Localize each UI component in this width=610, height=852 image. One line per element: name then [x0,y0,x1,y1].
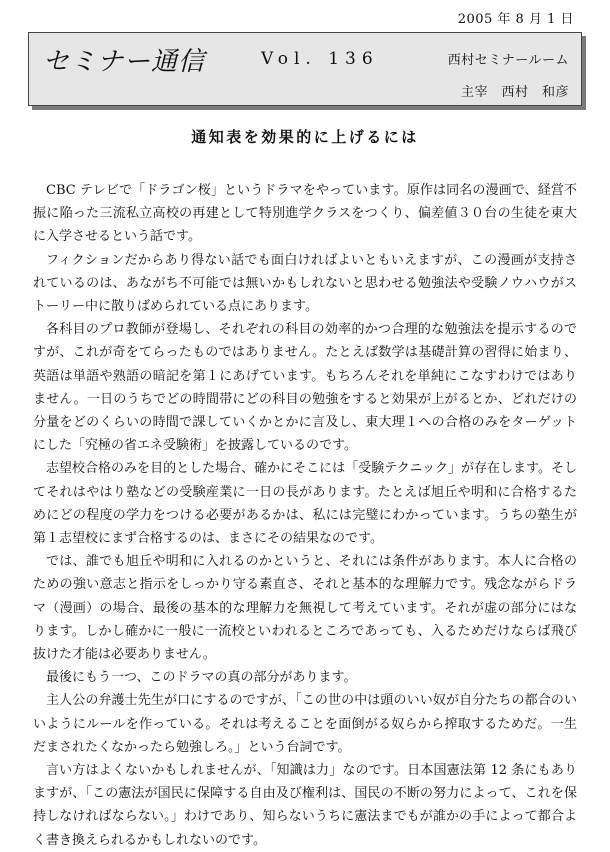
newsletter-title: セミナー通信 [43,47,206,77]
paragraph: 各科目のプロ教師が登場し、それぞれの科目の効率的かつ合理的な勉強法を提示するのですが、これが奇をてらったものではありません。たとえば数学は基礎計算の習得に始まり、英語は単語や熟語の暗記を第１にあげています。もちろんそれを単純にこなすわけではありません。一日のうちでどの時間帯にどの科目の勉強をすると効果が上がるとか、どれだけの分量をどのくらいの時間で課していくかとかに言及し、東大理１への合格のみをターゲットにした「究極の省エネ受験術」を披露しているのです。 [33,322,577,454]
article-title: 通知表を効果的に上げるには [191,128,419,146]
paragraph: CBC テレビで「ドラゴン桜」というドラマをやっています。原作は同名の漫画で、経営不振に陥った三流私立高校の再建として特別進学クラスをつくり、偏差値３０台の生徒を東大に入学させるという話です。 [33,183,577,245]
newsletter-header [28,32,582,106]
paragraph: 言い方はよくないかもしれませんが、「知識は力」なのです。日本国憲法第 12 条にもありますが、「この憲法が国民に保障する自由及び権利は、国民の不断の努力によって、これを保持しなければならない。」わけであり、知らないうちに憲法までもが誰かの手によって都合よく書き換えられるかもしれないのです。 [33,763,577,848]
paragraph: フィクションだからあり得ない話でも面白ければよいともいえますが、この漫画が支持されているのは、あながち不可能では無いかもしれないと思わせる勉強法や受験ノウハウがストーリー中に散りばめられている点にあります。 [33,252,577,315]
paragraph: 志望校合格のみを目的とした場合、確かにそこには「受験テクニック」が存在します。そしてそれはやはり塾などの受験産業に一日の長があります。たとえば旭丘や明和に合格するためにどの程度の学力をつける必要があるかは、私には完璧にわかっています。うちの塾生が第１志望校にまず合格するのは、まさにその結果なのです。 [33,461,577,547]
paragraph: 主人公の弁護士先生が口にするのですが、「この世の中は頭のいい奴が自分たちの都合のいいようにルールを作っている。それは考えることを面倒がる奴らから搾取するためだ。一生だまされたくなかったら勉強しろ。」という台詞です。 [33,693,577,755]
paragraph: 最後にもう一つ、このドラマの真の部分があります。 [46,670,357,686]
paragraph: では、誰でも旭丘や明和に入れるのかというと、それには条件があります。本人に合格のための強い意志と指示をしっかり守る素直さ、それと基本的な理解力です。残念ながらドラマ（漫画）の場合、最後の基本的な理解力を無視して考えています。それが虚の部分にはなります。しかし確かに一般に一流校といわれるところであっても、入るためだけならば飛び抜けた才能は必要ありません。 [33,554,577,663]
author-name: 主宰 西村 和彦 [460,85,569,100]
volume-number: Vol. 136 [261,49,379,69]
article-body [33,179,577,852]
issue-date: 2005 年 8 月 1 日 [457,12,574,27]
organization-name: 西村セミナールーム [447,53,569,68]
